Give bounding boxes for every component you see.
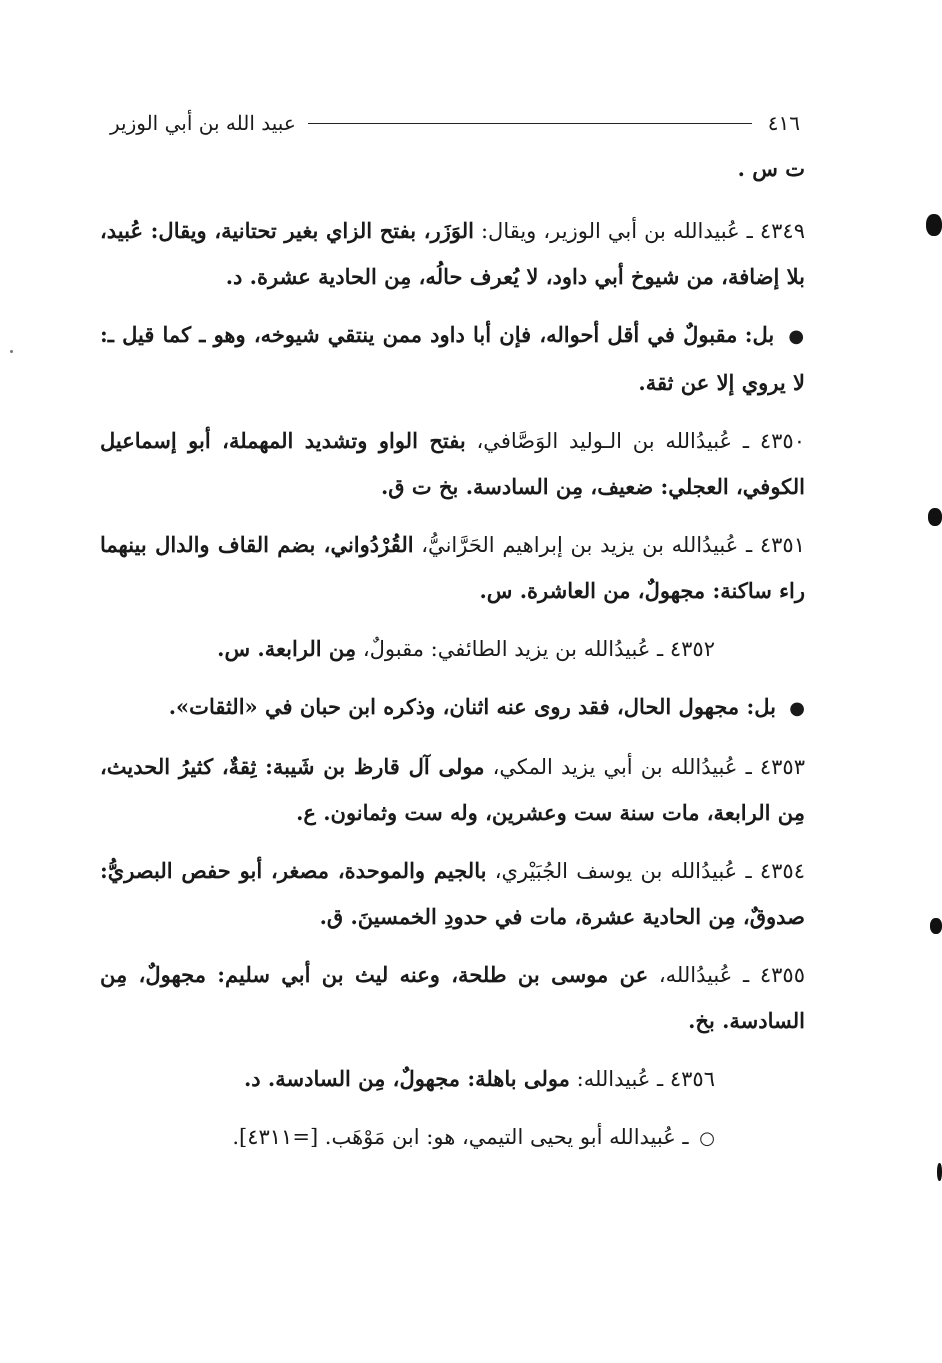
entry-bold: بفتح الواو وتشديد المهملة، أبو إسماعيل الكوفي، العجلي: ضعيف، مِن السادسة. بخ ت ق.: [100, 428, 805, 499]
entry-4349: [100, 208, 805, 300]
entry-bold: بالجيم والموحدة، مصغر، أبو حفص البصريُّ: صدوقٌ، مِن الحادية عشرة، مات في حدودِ الخمسينَ. ق.: [100, 858, 805, 929]
note-text: بل: مجهول الحال، فقد روى عنه اثنان، وذكره ابن حبان في «الثقات».: [168, 694, 776, 719]
entry-4353: [100, 744, 805, 836]
entry-bold: عن موسى بن طلحة، وعنه ليث بن أبي سليم: مجهولٌ، مِن السادسة. بخ.: [100, 962, 805, 1033]
header-rule: [308, 123, 752, 124]
scan-blot: [937, 1163, 942, 1181]
entry-bold: مولى باهلة: مجهولٌ، مِن السادسة. د.: [243, 1066, 570, 1091]
entry-4351: [100, 522, 805, 614]
running-title: عبيد الله بن أبي الوزير: [110, 111, 296, 135]
running-header: [110, 108, 800, 138]
continuation-line: ت س .: [737, 156, 805, 181]
entry-bold: القُرْدُواني، بضم القاف والدال بينهما راء ساكنة: مجهولٌ، من العاشرة. س.: [100, 532, 805, 603]
bullet-icon: ●: [788, 326, 805, 347]
scan-blot: [928, 508, 942, 526]
entry-lead: ٤٣٥٢ ـ عُبيدُالله بن يزيد الطائفي: مقبولٌ،: [362, 637, 715, 661]
hollow-circle-icon: ○: [699, 1128, 715, 1149]
entry-lead: ٤٣٥٥ ـ عُبيدُالله،: [658, 963, 805, 987]
note-text: بل: مقبولٌ في أقل أحواله، فإن أبا داود ممن ينتقي شيوخه، وهو ـ كما قيل ـ: لا يروي إلا عن ثقة.: [100, 322, 805, 395]
page-body: [100, 146, 805, 1174]
entry-lead: ٤٣٤٩ ـ عُبيدالله بن أبي الوزير، ويقال:: [480, 219, 805, 243]
scan-blot: [926, 214, 942, 236]
entry-4356: [100, 1056, 805, 1102]
entry-4352: [100, 626, 805, 672]
entry-lead: ٤٣٥٦ ـ عُبيدالله:: [576, 1067, 715, 1091]
scan-blot: [930, 918, 942, 934]
entry-bold: الوَزَر، بفتح الزاي بغير تحتانية، ويقال: عُبيد، بلا إضافة، من شيوخ أبي داود، لا يُعرف حالُه، مِن الحادية عشرة. د.: [100, 218, 805, 289]
entry-bold: مولى آل قارظ بن شَيبة: ثِقةٌ، كثيرُ الحديث، مِن الرابعة، مات سنة ست وعشرين، وله ست وثمانون. ع.: [100, 754, 805, 825]
scan-speck: [10, 350, 13, 353]
entry-4354: [100, 848, 805, 940]
entry-lead: ٤٣٥٣ ـ عُبيدُالله بن أبي يزيد المكي،: [492, 755, 805, 779]
entry-lead: ٤٣٥٠ ـ عُبيدُالله بن الـوليد الوَصَّافي،: [476, 429, 805, 453]
entry-bold: مِن الرابعة. س.: [217, 636, 357, 661]
cross-reference: [100, 1114, 805, 1162]
entry-lead: ٤٣٥٤ ـ عُبيدُالله بن يوسف الجُبَيْري،: [494, 859, 805, 883]
entry-lead: ٤٣٥١ ـ عُبيدُالله بن يزيد بن إبراهيم الحَرَّانيُّ،: [421, 533, 805, 557]
page-number: ٤١٦: [767, 111, 800, 135]
note-4349: [100, 312, 805, 406]
note-4352: [100, 684, 805, 732]
crossref-text: ـ عُبيدالله أبو يحيى التيمي، هو: ابن مَوْهَب. [=٤٣١١].: [232, 1125, 689, 1149]
entry-4355: [100, 952, 805, 1044]
bullet-icon: ●: [789, 698, 805, 719]
entry-4350: [100, 418, 805, 510]
